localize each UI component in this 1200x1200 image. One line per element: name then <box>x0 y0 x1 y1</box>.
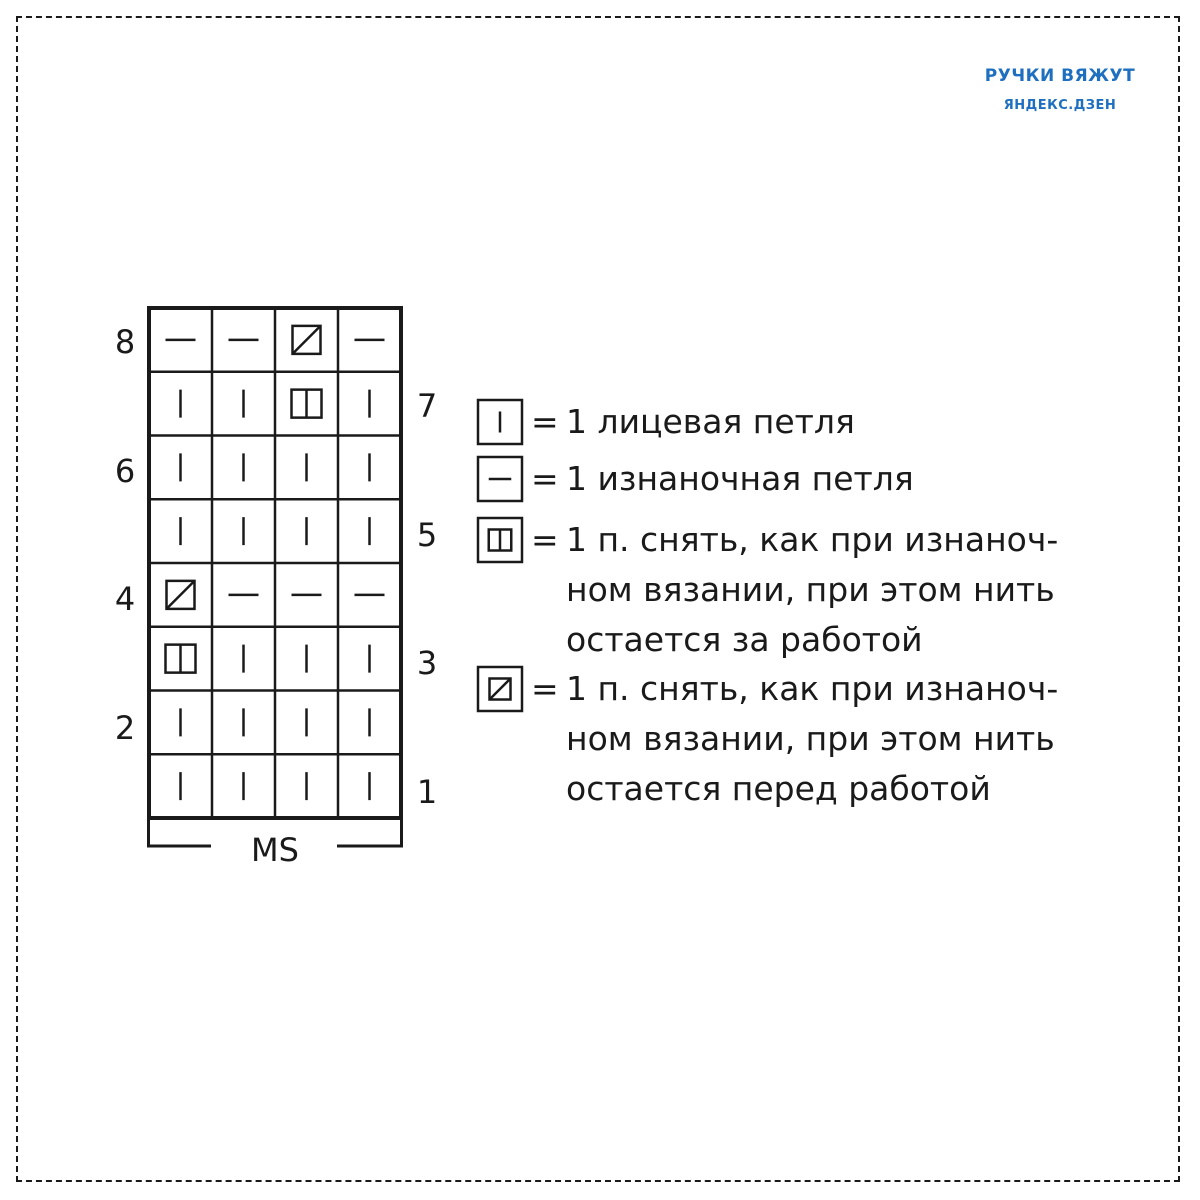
row-number-4: 4 <box>114 580 136 619</box>
row-number-2: 2 <box>114 708 136 747</box>
legend-symbol-knit <box>476 398 524 446</box>
legend-description <box>566 454 1186 504</box>
legend-equals: = <box>531 520 559 559</box>
repeat-label: MS <box>251 831 299 869</box>
chart-cell-slip-front <box>293 326 321 354</box>
knitting-chart-grid <box>147 306 403 820</box>
row-number-5: 5 <box>416 515 438 554</box>
legend-description <box>566 397 1186 447</box>
legend-description-line: ном вязании, при этом нить <box>566 570 1055 609</box>
chart-cell-slip-back <box>166 645 196 673</box>
legend-description-line: 1 п. снять, как при изнаноч- <box>566 669 1059 708</box>
legend-description-line: остается перед работой <box>566 769 991 808</box>
legend-symbol-purl <box>476 455 524 503</box>
legend-description-line: 1 изнаночная петля <box>566 459 914 498</box>
legend-equals: = <box>531 669 559 708</box>
legend-description <box>566 515 1186 665</box>
chart-cell-slip-back <box>292 390 322 418</box>
legend-description-line: ном вязании, при этом нить <box>566 719 1055 758</box>
legend-equals: = <box>531 459 559 498</box>
row-number-8: 8 <box>114 323 136 362</box>
legend-description-line: остается за работой <box>566 620 923 659</box>
legend-description-line: 1 лицевая петля <box>566 402 855 441</box>
legend-description-line: 1 п. снять, как при изнаноч- <box>566 520 1059 559</box>
legend-description <box>566 664 1186 814</box>
row-number-7: 7 <box>416 387 438 426</box>
row-number-1: 1 <box>416 772 438 811</box>
legend-symbol-slip-front <box>476 665 524 713</box>
row-number-6: 6 <box>114 451 136 490</box>
legend-equals: = <box>531 402 559 441</box>
legend-symbol-slip-back <box>476 516 524 564</box>
watermark-title: РУЧКИ ВЯЖУТ <box>984 66 1136 86</box>
watermark-subtitle: ЯНДЕКС.ДЗЕН <box>1003 98 1117 113</box>
chart-cell-slip-front <box>167 581 195 609</box>
row-number-3: 3 <box>416 644 438 683</box>
